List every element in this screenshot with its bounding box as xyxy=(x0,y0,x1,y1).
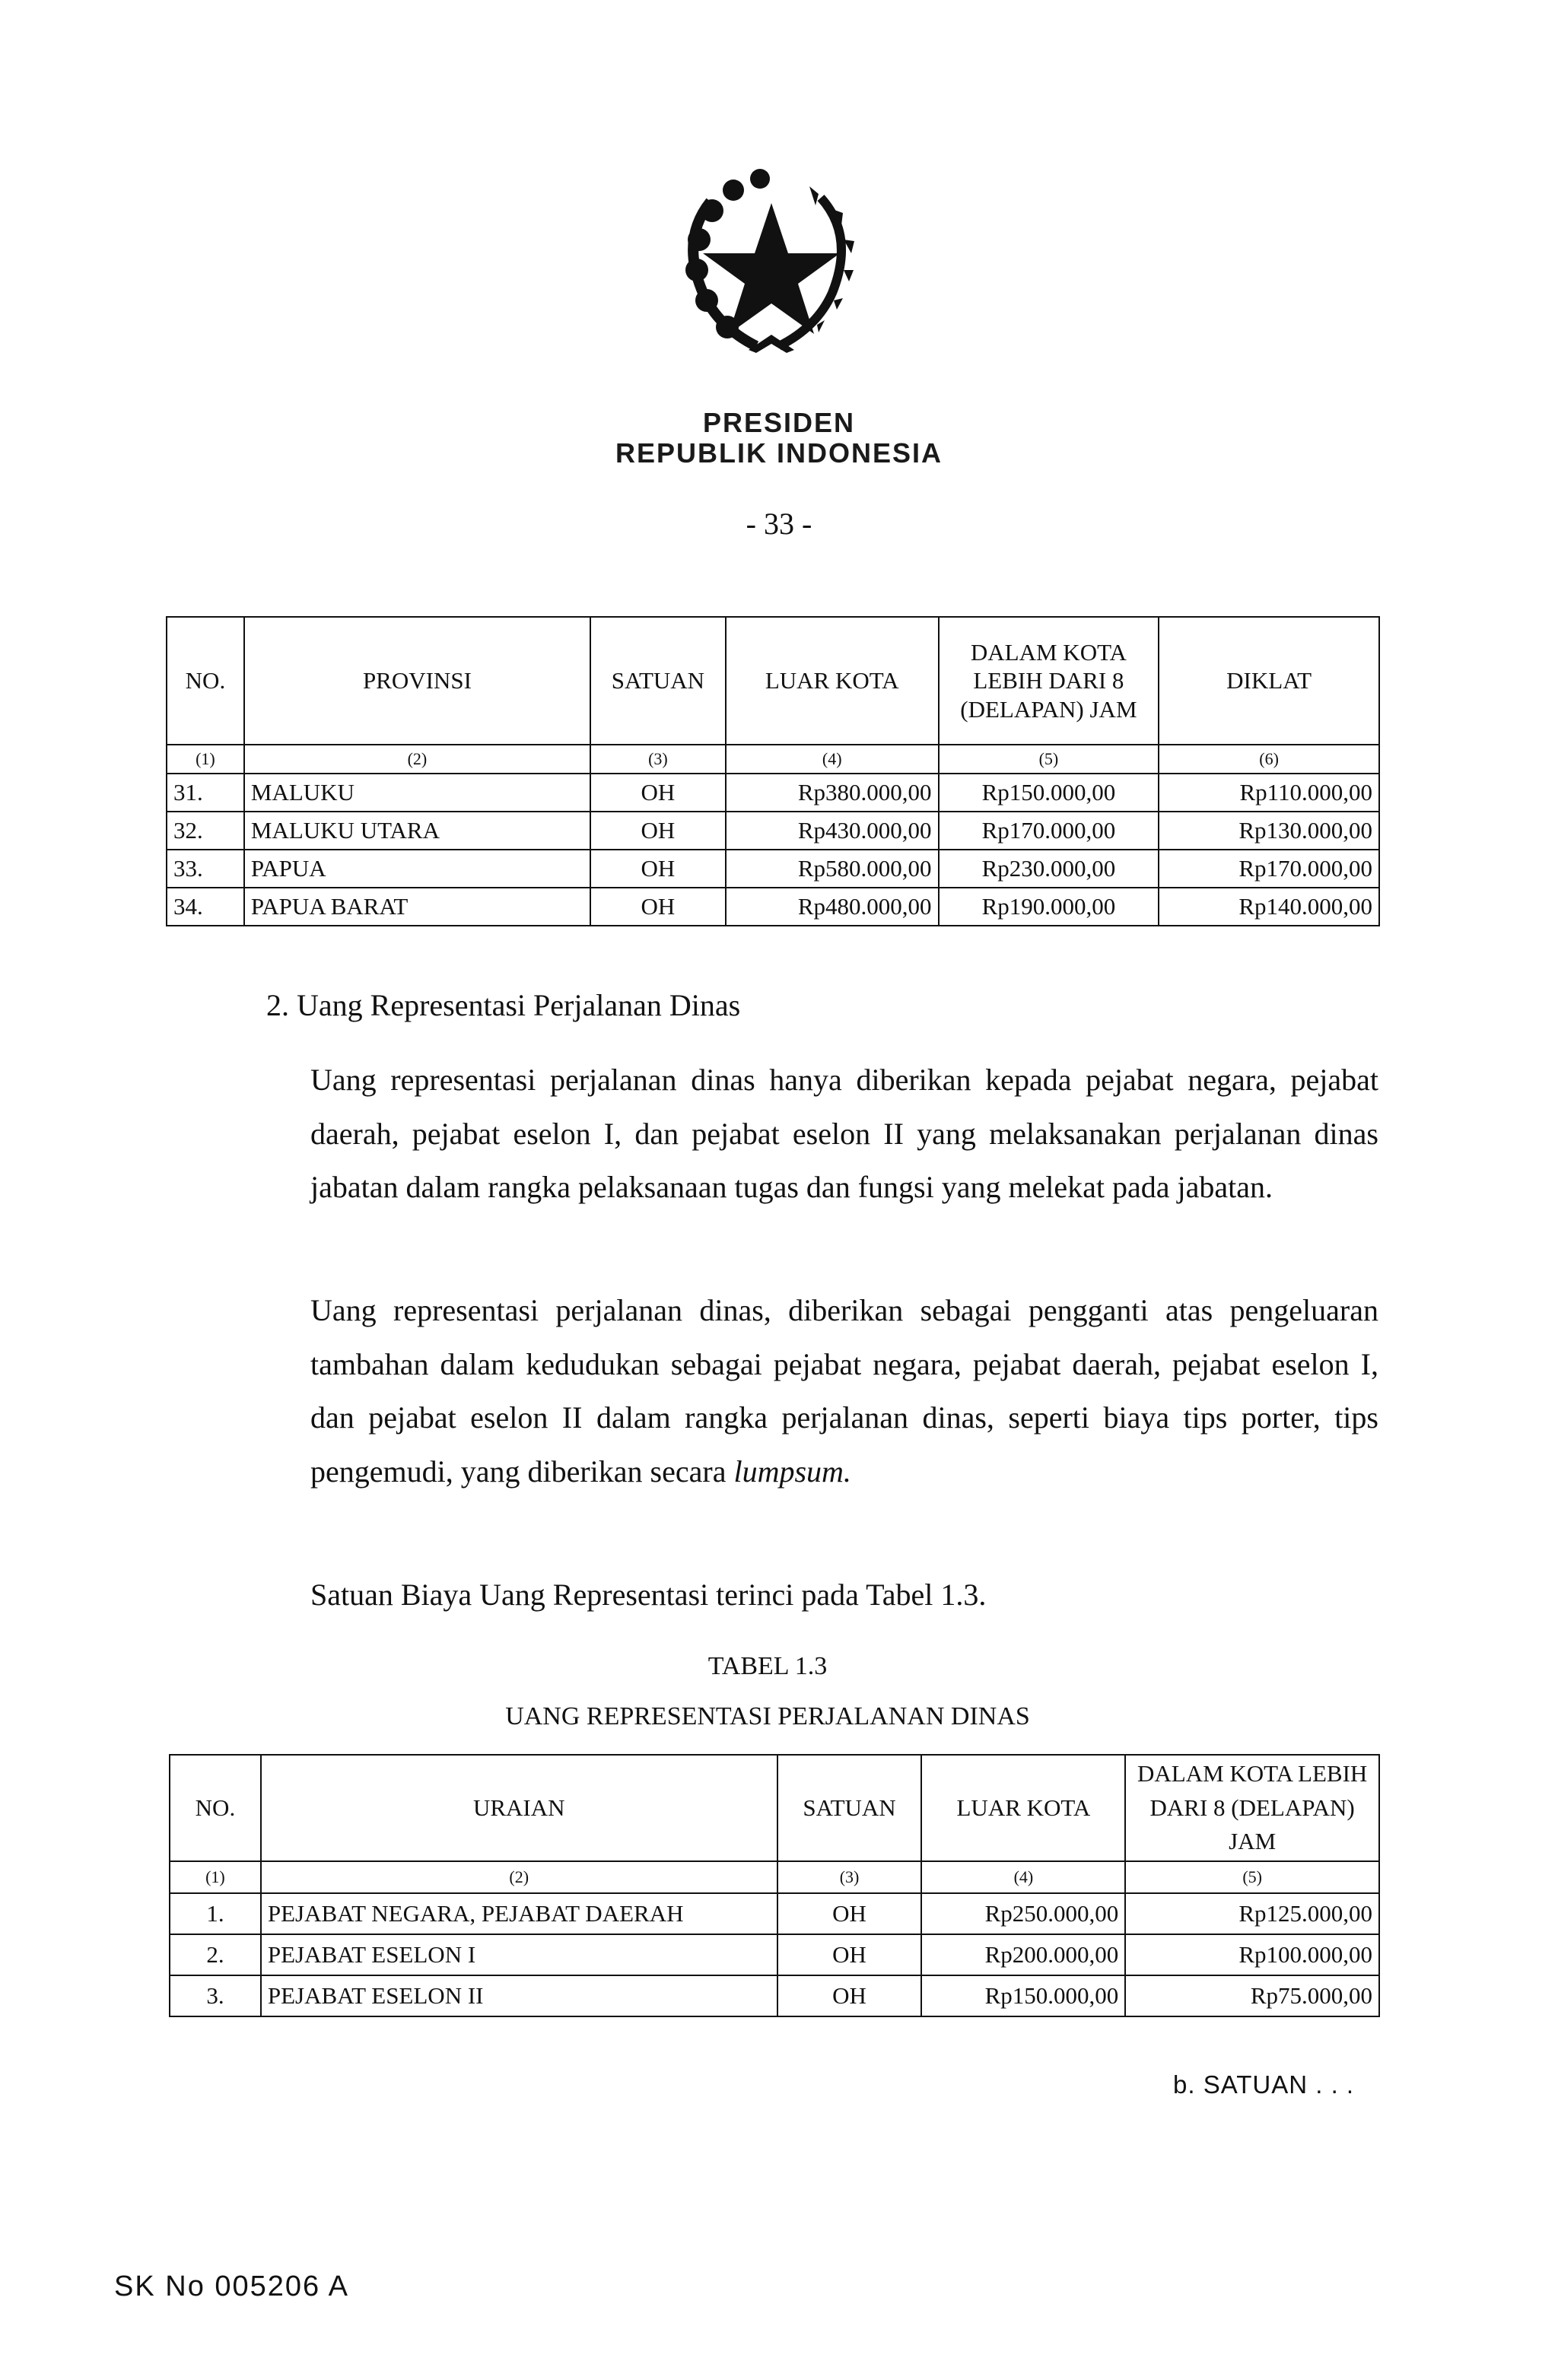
unit: OH xyxy=(590,850,726,888)
amount-diklat: Rp130.000,00 xyxy=(1159,812,1379,850)
table-row xyxy=(167,812,1379,850)
table-header-cell: DALAM KOTA LEBIH DARI 8 (DELAPAN) JAM xyxy=(1125,1755,1379,1861)
paragraph: Uang representasi perjalanan dinas hanya diberikan kepada pejabat negara, pejabat daerah, pejabat eselon I, dan pejabat eselon II yang melaksanakan perjalanan dinas jabatan dalam rangka pelaksanaan tugas dan fungsi yang melekat pada jabatan. xyxy=(310,1063,1378,1204)
province-name: PAPUA xyxy=(244,850,590,888)
table-header-cell: DIKLAT xyxy=(1159,617,1379,745)
header-republik-indonesia: REPUBLIK INDONESIA xyxy=(615,437,943,469)
page-number: - 33 - xyxy=(746,507,812,541)
table-row xyxy=(167,850,1379,888)
amount-dalam-kota: Rp125.000,00 xyxy=(1125,1893,1379,1934)
amount-dalam-kota: Rp150.000,00 xyxy=(939,774,1159,812)
column-number: (2) xyxy=(244,745,590,774)
row-number: 2. xyxy=(170,1934,261,1975)
description: PEJABAT ESELON I xyxy=(261,1934,777,1975)
paragraph-italic-term: lumpsum. xyxy=(733,1454,851,1489)
column-number: (3) xyxy=(777,1861,922,1893)
unit: OH xyxy=(590,774,726,812)
table-row xyxy=(167,774,1379,812)
unit: OH xyxy=(777,1975,922,2016)
table-header-row xyxy=(170,1755,1379,1861)
column-number: (3) xyxy=(590,745,726,774)
description: PEJABAT ESELON II xyxy=(261,1975,777,2016)
column-number: (5) xyxy=(1125,1861,1379,1893)
table-row xyxy=(167,888,1379,926)
description: PEJABAT NEGARA, PEJABAT DAERAH xyxy=(261,1893,777,1934)
amount-diklat: Rp170.000,00 xyxy=(1159,850,1379,888)
table-header-cell: LUAR KOTA xyxy=(921,1755,1125,1861)
amount-dalam-kota: Rp75.000,00 xyxy=(1125,1975,1379,2016)
paragraph-text: Uang representasi perjalanan dinas, diberikan sebagai pengganti atas pengeluaran tambahan dalam kedudukan sebagai pejabat negara, pejabat daerah, pejabat eselon I, dan pejabat eselon II dalam rangka perjalanan dinas, seperti biaya tips porter, tips pengemudi, yang diberikan secara xyxy=(310,1293,1378,1489)
table-header-cell: SATUAN xyxy=(777,1755,922,1861)
column-number: (6) xyxy=(1159,745,1379,774)
column-number: (1) xyxy=(170,1861,261,1893)
table-caption-number: TABEL 1.3 xyxy=(707,1652,828,1680)
amount-luar-kota: Rp380.000,00 xyxy=(726,774,939,812)
amount-dalam-kota: Rp230.000,00 xyxy=(939,850,1159,888)
column-number-row xyxy=(167,745,1379,774)
amount-diklat: Rp140.000,00 xyxy=(1159,888,1379,926)
presidential-star-emblem-icon xyxy=(657,156,886,384)
amount-dalam-kota: Rp170.000,00 xyxy=(939,812,1159,850)
unit: OH xyxy=(590,812,726,850)
unit: OH xyxy=(590,888,726,926)
table-header-cell: URAIAN xyxy=(261,1755,777,1861)
column-number: (1) xyxy=(167,745,244,774)
amount-dalam-kota: Rp100.000,00 xyxy=(1125,1934,1379,1975)
column-number: (5) xyxy=(939,745,1159,774)
paragraph: Satuan Biaya Uang Representasi terinci pada Tabel 1.3. xyxy=(310,1578,987,1612)
amount-luar-kota: Rp200.000,00 xyxy=(921,1934,1125,1975)
row-number: 31. xyxy=(167,774,244,812)
header-presiden: PRESIDEN xyxy=(702,407,856,438)
table-header-cell: NO. xyxy=(170,1755,261,1861)
document-code: SK No 005206 A xyxy=(114,2270,349,2302)
province-name: MALUKU UTARA xyxy=(244,812,590,850)
amount-dalam-kota: Rp190.000,00 xyxy=(939,888,1159,926)
table-header-cell: LUAR KOTA xyxy=(726,617,939,745)
province-name: MALUKU xyxy=(244,774,590,812)
amount-diklat: Rp110.000,00 xyxy=(1159,774,1379,812)
province-rate-table xyxy=(166,616,1380,926)
column-number-row xyxy=(170,1861,1379,1893)
row-number: 34. xyxy=(167,888,244,926)
amount-luar-kota: Rp430.000,00 xyxy=(726,812,939,850)
column-number: (2) xyxy=(261,1861,777,1893)
table-row xyxy=(170,1934,1379,1975)
row-number: 32. xyxy=(167,812,244,850)
section-heading: 2. Uang Representasi Perjalanan Dinas xyxy=(266,988,741,1022)
continuation-marker: b. SATUAN . . . xyxy=(1173,2070,1355,2099)
table-header-cell: SATUAN xyxy=(590,617,726,745)
table-row xyxy=(170,1975,1379,2016)
amount-luar-kota: Rp150.000,00 xyxy=(921,1975,1125,2016)
amount-luar-kota: Rp250.000,00 xyxy=(921,1893,1125,1934)
amount-luar-kota: Rp480.000,00 xyxy=(726,888,939,926)
amount-luar-kota: Rp580.000,00 xyxy=(726,850,939,888)
representation-rate-table xyxy=(169,1754,1380,2017)
row-number: 3. xyxy=(170,1975,261,2016)
row-number: 33. xyxy=(167,850,244,888)
table-row xyxy=(170,1893,1379,1934)
row-number: 1. xyxy=(170,1893,261,1934)
table-header-cell: DALAM KOTA LEBIH DARI 8 (DELAPAN) JAM xyxy=(939,617,1159,745)
unit: OH xyxy=(777,1934,922,1975)
table-caption-title: UANG REPRESENTASI PERJALANAN DINAS xyxy=(505,1702,1030,1730)
column-number: (4) xyxy=(921,1861,1125,1893)
paragraph xyxy=(310,1284,1378,1498)
table-header-row xyxy=(167,617,1379,745)
unit: OH xyxy=(777,1893,922,1934)
table-header-cell: PROVINSI xyxy=(244,617,590,745)
column-number: (4) xyxy=(726,745,939,774)
table-header-cell: NO. xyxy=(167,617,244,745)
province-name: PAPUA BARAT xyxy=(244,888,590,926)
